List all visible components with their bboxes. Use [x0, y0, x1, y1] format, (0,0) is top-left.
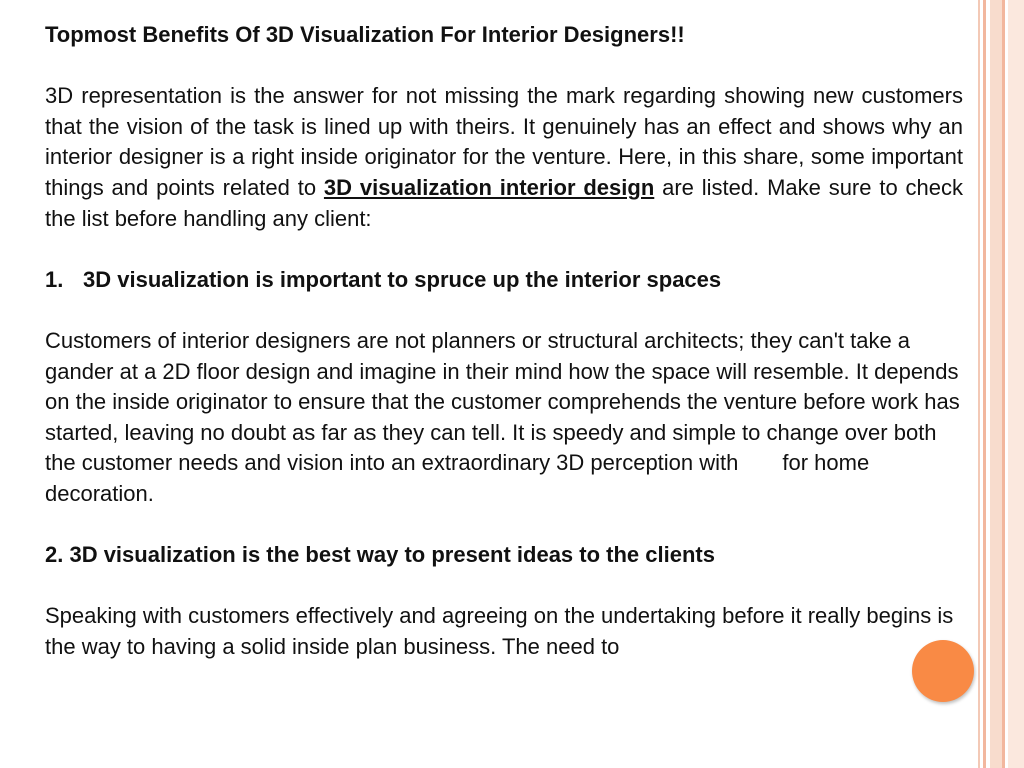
- intro-paragraph: [45, 81, 963, 234]
- spacer: [45, 571, 963, 602]
- section-1-heading: [45, 265, 963, 296]
- section-1-body: [45, 326, 963, 510]
- intro-text: 3D representation is the answer for not missing the mark regarding showing new customers that the vision of the task is lined up with theirs. It genuinely has an effect and shows why an interior designer is a right inside originator for the venture. Here, in this share, some important things and points related to: [45, 83, 963, 200]
- border-stripe: [1002, 0, 1005, 768]
- border-stripe: [978, 0, 980, 768]
- slide-title: Topmost Benefits Of 3D Visualization For Interior Designers!!: [45, 22, 685, 47]
- spacer: [45, 510, 963, 541]
- section-1-number: 1.: [45, 266, 64, 292]
- section-2-body: Speaking with customers effectively and agreeing on the undertaking before it really begins is the way to having a solid inside plan business. The need to: [45, 603, 954, 659]
- section-1-body-text-end: for home decoration.: [45, 450, 870, 506]
- spacer: [45, 295, 963, 326]
- spacer: [45, 51, 963, 82]
- orange-circle-button[interactable]: [912, 640, 974, 702]
- border-stripe: [990, 0, 1002, 768]
- border-stripe: [983, 0, 986, 768]
- interior-design-link[interactable]: 3D visualization interior design: [323, 174, 655, 200]
- section-1-heading-text: 3D visualization is important to spruce up the interior spaces: [83, 266, 722, 292]
- border-stripe: [1008, 0, 1024, 768]
- spacer: [45, 234, 963, 265]
- intro-text-continued: are listed. Make sure to check the list before handling any client:: [45, 174, 963, 231]
- decorative-border: [978, 0, 1024, 768]
- section-1-body-text: Customers of interior designers are not planners or structural architects; they can't take a gander at a 2D floor design and imagine in their mind how the space will resemble. It depends on the inside originator to ensure that the customer comprehends the venture before work has started, leaving no doubt as far as they can tell. It is speedy and simple to change over both the customer needs and vision into an extraordinary 3D perception with: [45, 327, 960, 476]
- section-2-heading: 2. 3D visualization is the best way to present ideas to the clients: [45, 542, 715, 568]
- slide-content: [45, 20, 963, 662]
